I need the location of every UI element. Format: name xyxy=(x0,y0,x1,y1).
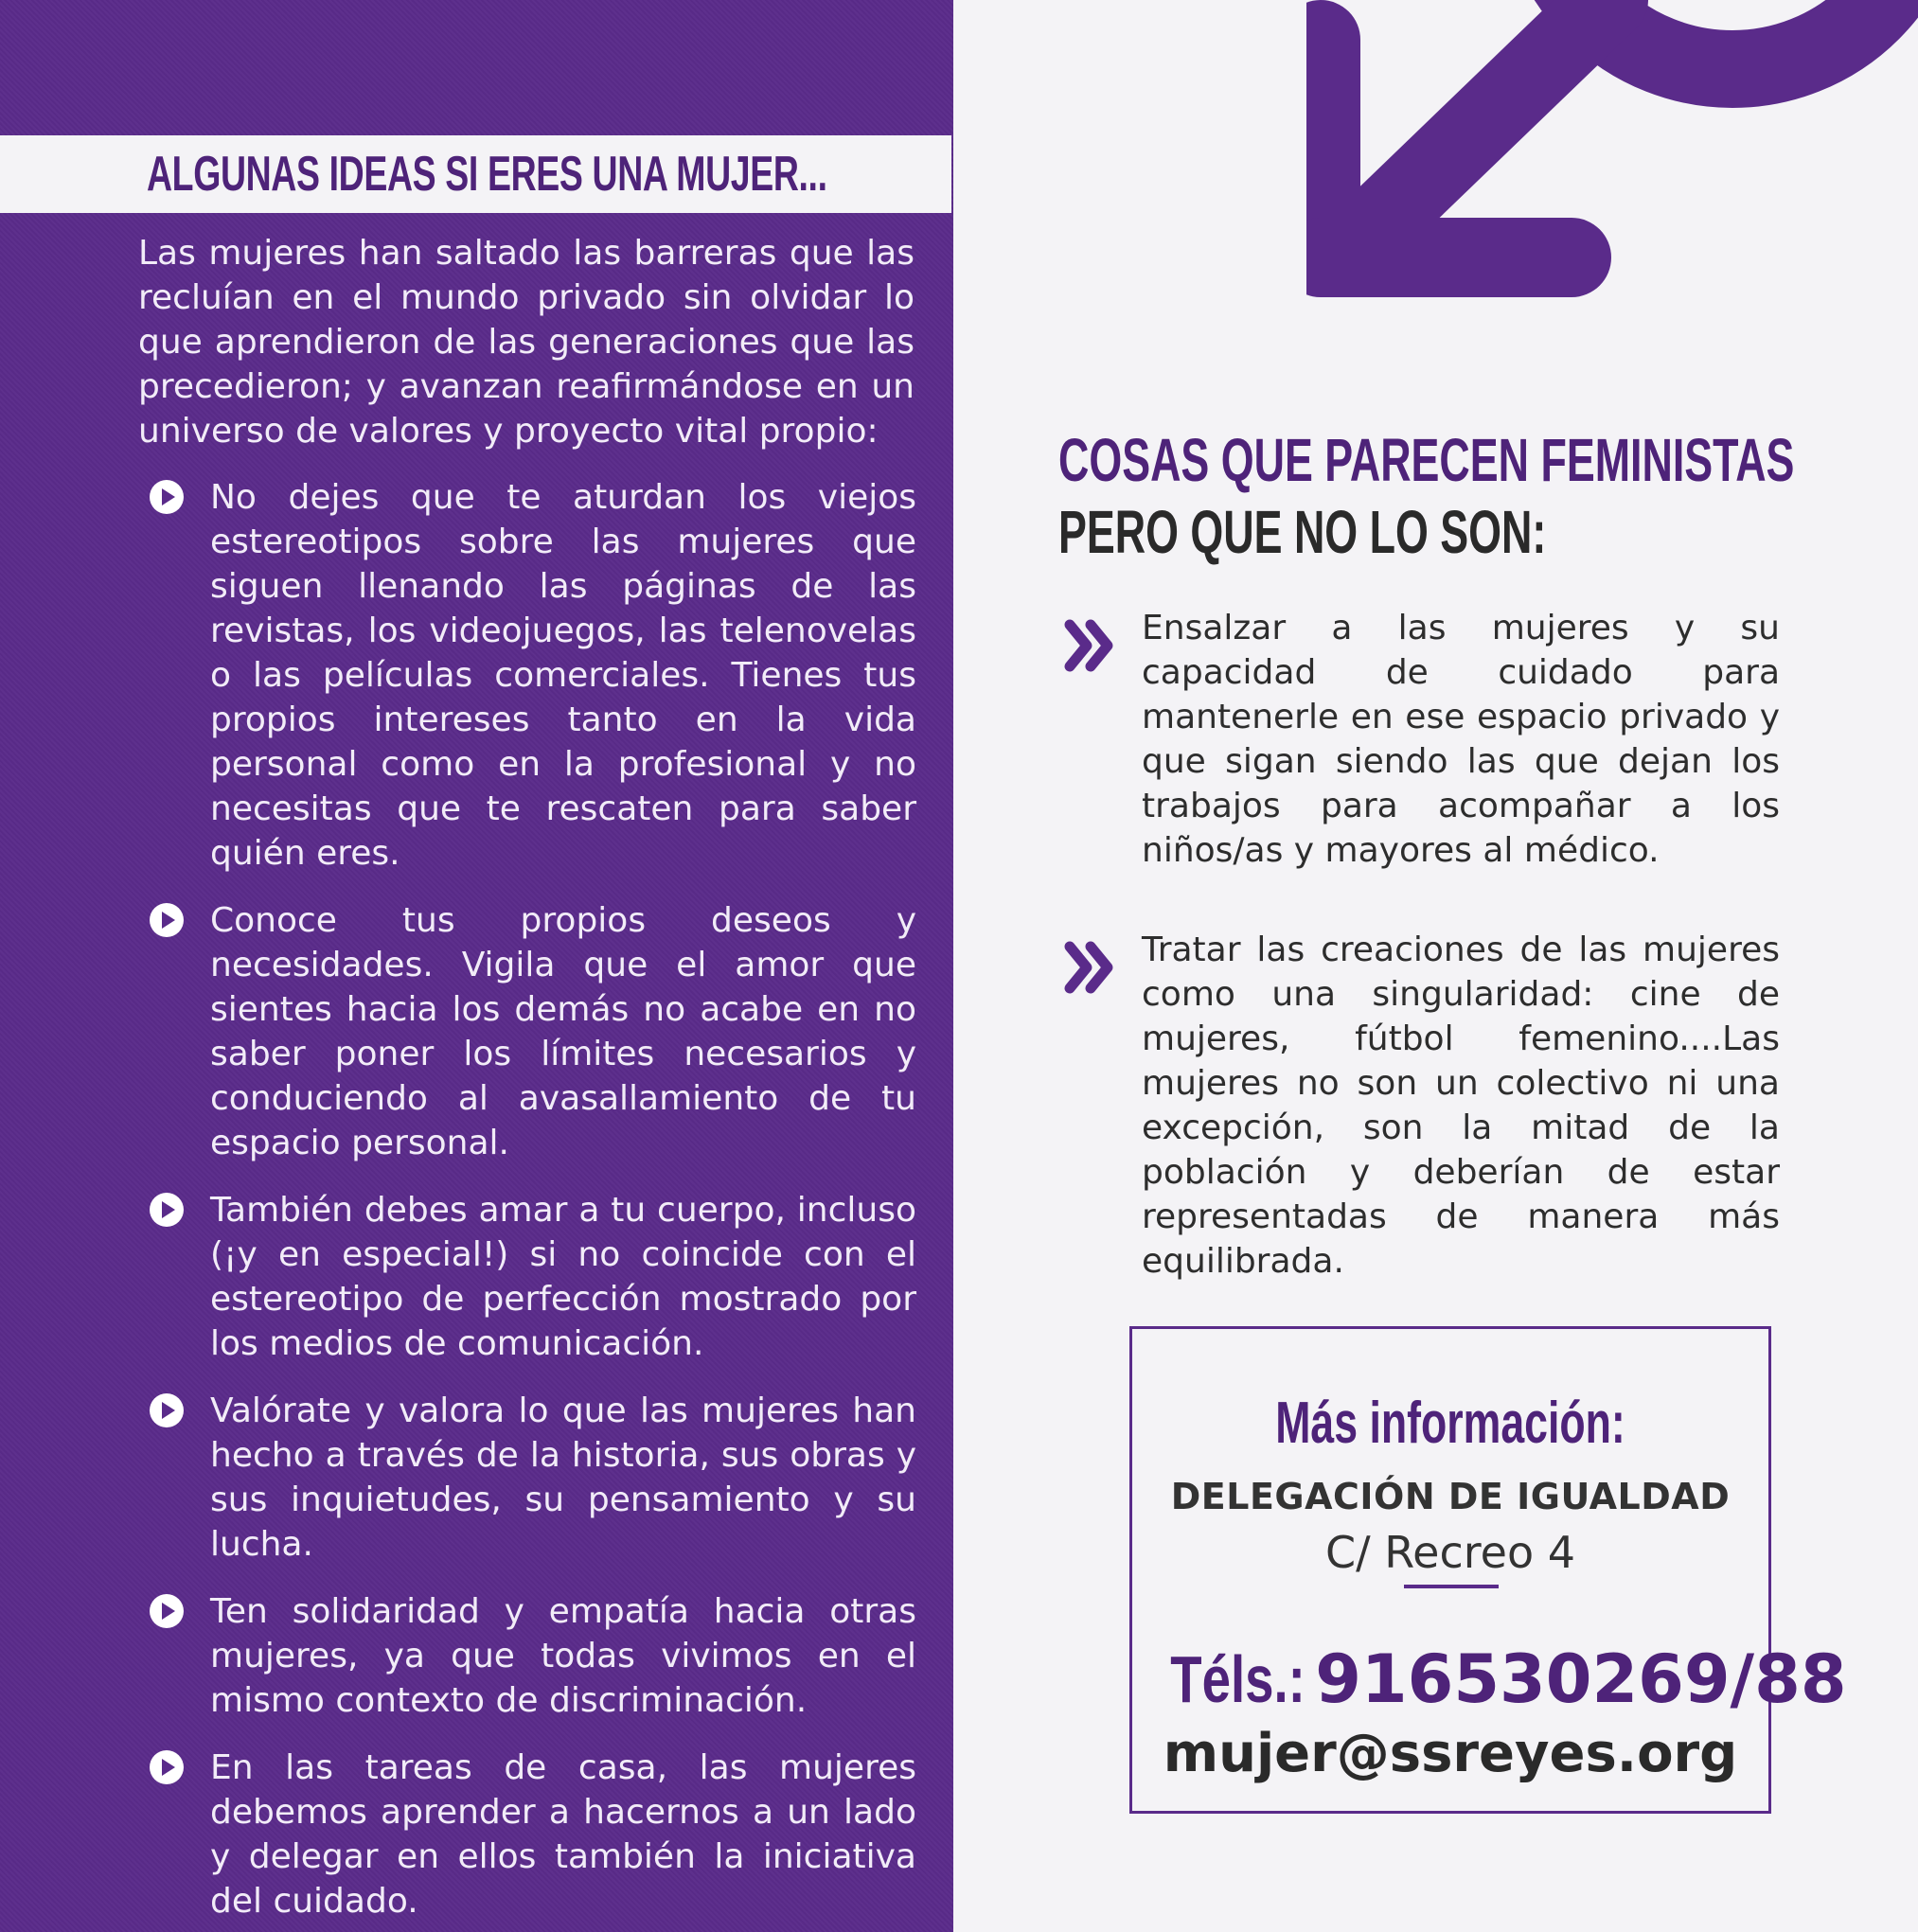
play-circle-icon xyxy=(150,1750,184,1784)
idea-text: Valórate y valora lo que las mujeres han hecho a través de la historia, sus obras y sus inquietudes, su pensamiento y su lucha. xyxy=(210,1391,916,1564)
right-heading-line1: COSAS QUE PARECEN FEMINISTAS xyxy=(1058,426,1795,494)
play-circle-icon xyxy=(150,480,184,514)
play-circle-icon xyxy=(150,903,184,937)
ideas-list xyxy=(150,475,916,1932)
play-circle-icon xyxy=(150,1393,184,1427)
list-item xyxy=(1060,606,1780,873)
email-address[interactable]: mujer@ssreyes.org xyxy=(1163,1723,1738,1784)
intro-paragraph: Las mujeres han saltado las barreras que las recluían en el mundo privado sin olvidar lo que aprendieron de las generaciones que las precedieron; y avanzan reafirmándose en un universo de valores y proyecto vital propio: xyxy=(138,234,915,451)
play-circle-icon xyxy=(150,1594,184,1628)
item-text: Tratar las creaciones de las mujeres como una singularidad: cine de mujeres, fútbol femenino....Las mujeres no son un colectivo ni una excepción, son la mitad de la población y deberían de estar representadas de manera más equilibrada. xyxy=(1142,931,1780,1281)
right-heading xyxy=(1058,424,1795,568)
list-item xyxy=(1060,928,1780,1284)
double-chevron-right-icon xyxy=(1062,615,1119,676)
idea-text: En las tareas de casa, las mujeres debemos aprender a hacernos a un lado y delegar en ellos también la iniciativa del cuidado. xyxy=(210,1748,916,1921)
list-item xyxy=(150,1746,916,1923)
list-item xyxy=(150,1188,916,1366)
double-chevron-right-icon xyxy=(1062,937,1119,998)
idea-text: Ten solidaridad y empatía hacia otras mujeres, ya que todas vivimos en el mismo contexto de discriminación. xyxy=(210,1592,916,1720)
phone-label: Téls.: xyxy=(1170,1642,1305,1716)
male-symbol-icon xyxy=(1306,0,1918,312)
list-item xyxy=(150,898,916,1165)
address-underline xyxy=(1404,1585,1499,1588)
list-item xyxy=(150,1589,916,1723)
phone-number[interactable]: 916530269/88 xyxy=(1315,1640,1847,1718)
idea-text: Conoce tus propios deseos y necesidades. Vigila que el amor que sientes hacia los demás no acabe en no saber poner los límites necesarios y conduciendo al avasallamiento de tu espacio personal. xyxy=(210,901,916,1162)
info-box xyxy=(1129,1326,1847,1814)
idea-text: También debes amar a tu cuerpo, incluso (¡y en especial!) si no coincide con el estereotipo de perfección mostrado por los medios de comunicación. xyxy=(210,1191,916,1363)
organization-name: DELEGACIÓN DE IGUALDAD xyxy=(1170,1476,1731,1517)
list-item xyxy=(150,1389,916,1567)
right-heading-line2: PERO QUE NO LO SON: xyxy=(1058,498,1547,566)
address: C/ Recreo 4 xyxy=(1325,1527,1575,1578)
phone-line xyxy=(1132,1640,1847,1718)
idea-text: No dejes que te aturdan los viejos estereotipos sobre las mujeres que siguen llenando las páginas de las revistas, los videojuegos, las telenovelas o las películas comerciales. Tienes tus propios intereses tanto en la vida personal como en la profesional y no necesitas que te rescaten para saber quién eres. xyxy=(210,478,916,873)
not-feminist-list xyxy=(1060,606,1780,1338)
item-text: Ensalzar a las mujeres y su capacidad de cuidado para mantenerle en ese espacio privado y que sigan siendo las que dejan los trabajos para acompañar a los niños/as y mayores al médico. xyxy=(1142,609,1780,870)
list-item xyxy=(150,475,916,876)
play-circle-icon xyxy=(150,1193,184,1227)
left-heading: ALGUNAS IDEAS SI ERES UNA MUJER... xyxy=(147,147,827,202)
info-title: Más información: xyxy=(1275,1391,1625,1456)
